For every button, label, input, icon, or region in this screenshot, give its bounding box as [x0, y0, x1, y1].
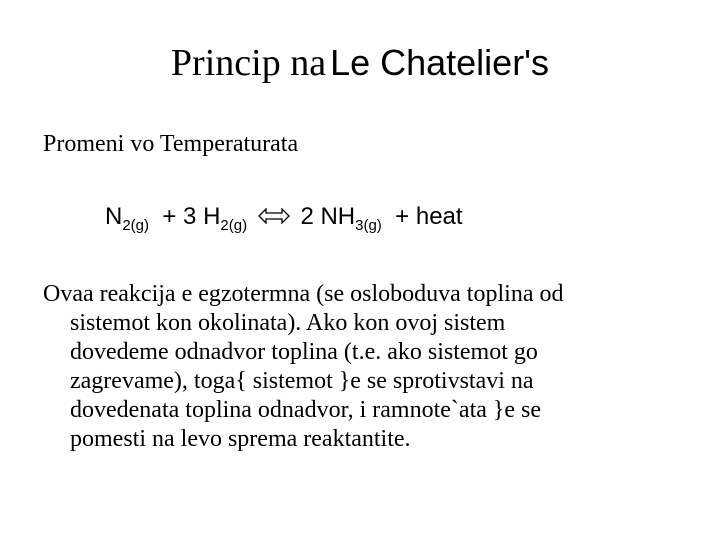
product-heat: + heat — [395, 203, 463, 230]
double-arrow-icon — [258, 208, 290, 224]
slide-title — [0, 44, 720, 82]
reactant-n-subscript: 2(g) — [122, 217, 150, 234]
paragraph-line: dovedeme odnadvor toplina (t.e. ako sistemot go — [70, 339, 538, 365]
paragraph-line: Ovaa reakcija e egzotermna (se osloboduva toplina od — [43, 281, 564, 307]
title-part-2: Le Chatelier's — [330, 42, 550, 83]
product-nh-subscript: 3(g) — [355, 217, 382, 234]
chemical-equation — [105, 203, 463, 232]
paragraph-line: pomesti na levo sprema reaktantite. — [70, 426, 411, 452]
subtitle: Promeni vo Temperaturata — [43, 131, 299, 157]
paragraph-line: sistemot kon okolinata). Ako kon ovoj sistem — [70, 310, 506, 336]
title-part-1: Princip na — [170, 42, 327, 84]
paragraph-line: dovedenata toplina odnadvor, i ramnote`ata }e se — [70, 397, 542, 423]
paragraph-line: zagrevame), toga{ sistemot }e se sprotivstavi na — [70, 368, 534, 394]
explanation-paragraph — [43, 280, 683, 454]
reactant-h-subscript: 2(g) — [220, 217, 248, 234]
product-nh: 2 NH — [300, 203, 356, 230]
reactant-n: N — [105, 203, 123, 230]
reactant-h: + 3 H — [162, 203, 221, 230]
